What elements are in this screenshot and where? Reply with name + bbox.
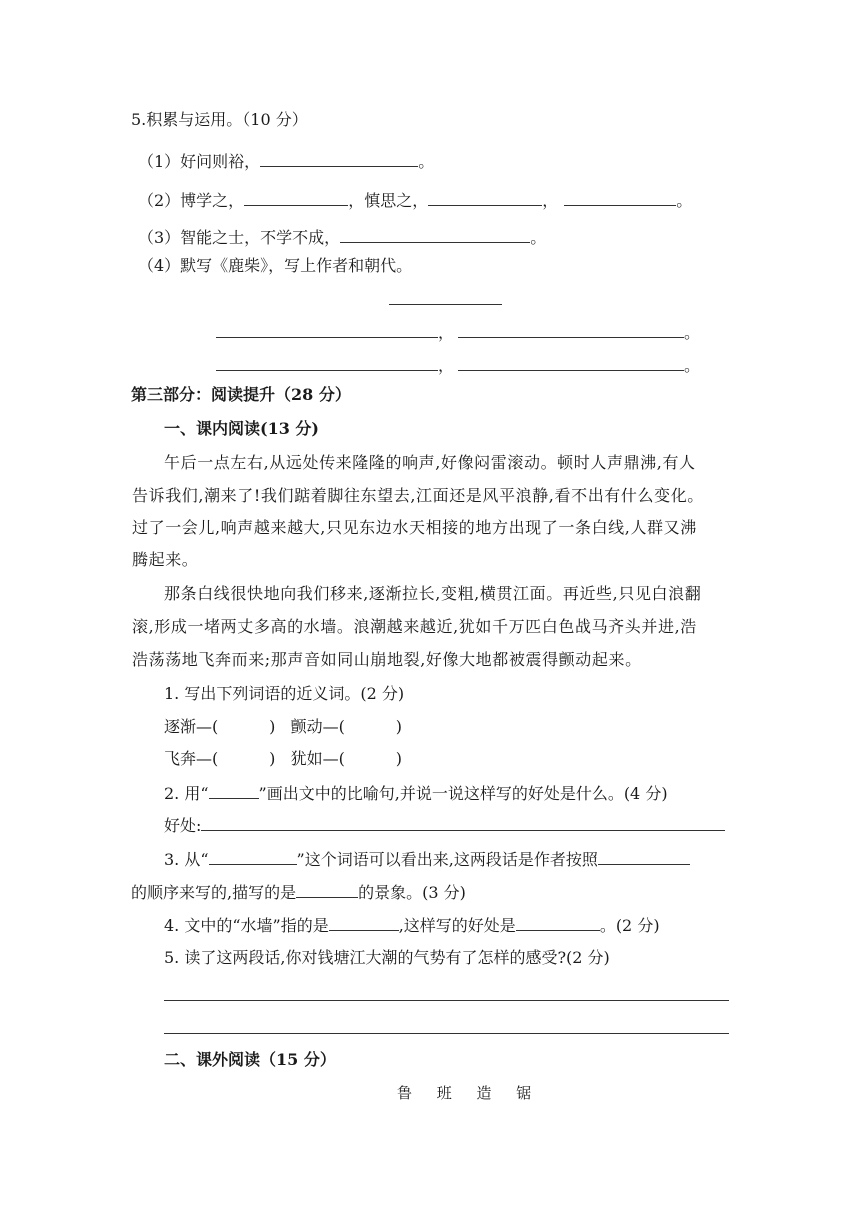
answer-blank[interactable]	[516, 915, 600, 931]
q5-3-text: （3）智能之士，不学不成，	[138, 228, 341, 247]
period: 。	[418, 152, 435, 171]
answer-blank[interactable]	[296, 882, 358, 898]
answer-blank[interactable]	[458, 322, 684, 338]
q3-pre: 3. 从“	[164, 850, 209, 869]
q3-line2-pre: 的顺序来写的,描写的是	[131, 883, 297, 902]
answer-blank[interactable]	[201, 815, 725, 831]
answer-line[interactable]	[164, 1033, 729, 1034]
q5-2-text-a: （2）博学之，	[138, 191, 245, 210]
answer-blank[interactable]	[340, 227, 530, 243]
q3-mid: ”这个词语可以看出来,这两段话是作者按照	[296, 850, 598, 869]
q5-2	[138, 190, 692, 211]
passage-line: 滚,形成一堵两丈多高的水墙。浪潮越来越近,犹如千万匹白色战马齐头并进,浩	[132, 617, 697, 636]
q4-pre: 4. 文中的“水墙”指的是	[164, 916, 329, 935]
period: 。	[684, 356, 701, 375]
q5-1-text: （1）好问则裕，	[138, 152, 261, 171]
story-title: 鲁 班 造 锯	[397, 1084, 542, 1102]
part3-heading: 第三部分：阅读提升（28 分）	[131, 385, 351, 404]
answer-blank[interactable]	[564, 190, 676, 206]
answer-blank[interactable]	[209, 783, 259, 799]
comma: ，	[438, 356, 455, 375]
answer-blank[interactable]	[458, 355, 684, 371]
answer-blank[interactable]	[428, 190, 542, 206]
reading-q3-line2	[131, 882, 466, 903]
answer-blank[interactable]	[216, 355, 438, 371]
period: 。	[676, 191, 693, 210]
period: 。	[530, 228, 547, 247]
q2-label: 好处:	[164, 816, 202, 835]
reading-q2-answer	[164, 815, 725, 836]
q2-pre: 2. 用“	[164, 784, 209, 803]
answer-blank[interactable]	[216, 322, 438, 338]
reading-q5: 5. 读了这两段话,你对钱塘江大潮的气势有了怎样的感受?(2 分)	[164, 948, 610, 967]
q5-1	[138, 151, 434, 172]
reading-q3	[164, 849, 690, 870]
answer-blank[interactable]	[260, 151, 418, 167]
reading-q1: 1. 写出下列词语的近义词。(2 分)	[164, 684, 405, 703]
q5-4: （4）默写《鹿柴》，写上作者和朝代。	[138, 256, 413, 275]
answer-line[interactable]	[164, 1000, 729, 1001]
comma: ，	[438, 323, 455, 342]
title-blank[interactable]	[389, 304, 502, 305]
passage-line: 那条白线很快地向我们移来,逐渐拉长,变粗,横贯江面。再近些,只见白浪翻	[164, 584, 702, 603]
reading-q1-row1: 逐渐—( ) 颤动—( )	[164, 717, 402, 736]
reading-q4	[164, 915, 660, 936]
answer-blank[interactable]	[209, 849, 297, 865]
poem-line-1	[216, 322, 700, 343]
passage-line: 午后一点左右,从远处传来隆隆的响声,好像闷雷滚动。顿时人声鼎沸,有人	[164, 453, 696, 472]
q4-mid: ,这样写的好处是	[398, 916, 516, 935]
q5-3	[138, 227, 546, 248]
answer-blank[interactable]	[244, 190, 348, 206]
passage-line: 过了一会儿,响声越来越大,只见东边水天相接的地方出现了一条白线,人群又沸	[132, 518, 697, 537]
poem-line-2	[216, 355, 700, 376]
outclass-heading: 二、课外阅读（15 分）	[164, 1050, 336, 1069]
section5-heading: 5.积累与运用。（10 分）	[131, 110, 308, 129]
inclass-heading: 一、课内阅读(13 分)	[164, 419, 319, 438]
comma: ，	[542, 191, 559, 210]
passage-line: 告诉我们,潮来了!我们踮着脚往东望去,江面还是风平浪静,看不出有什么变化。	[132, 486, 704, 505]
reading-q2	[164, 783, 668, 804]
q4-post: 。(2 分)	[599, 916, 660, 935]
passage-line: 腾起来。	[132, 550, 199, 569]
answer-blank[interactable]	[329, 915, 399, 931]
period: 。	[684, 323, 701, 342]
q5-2-text-b: ，慎思之，	[348, 191, 429, 210]
answer-blank[interactable]	[598, 849, 690, 865]
q2-post: ”画出文中的比喻句,并说一说这样写的好处是什么。(4 分)	[258, 784, 668, 803]
reading-q1-row2: 飞奔—( ) 犹如—( )	[164, 749, 402, 768]
q3-line2-post: 的景象。(3 分)	[358, 883, 466, 902]
passage-line: 浩荡荡地飞奔而来;那声音如同山崩地裂,好像大地都被震得颤动起来。	[132, 650, 642, 669]
